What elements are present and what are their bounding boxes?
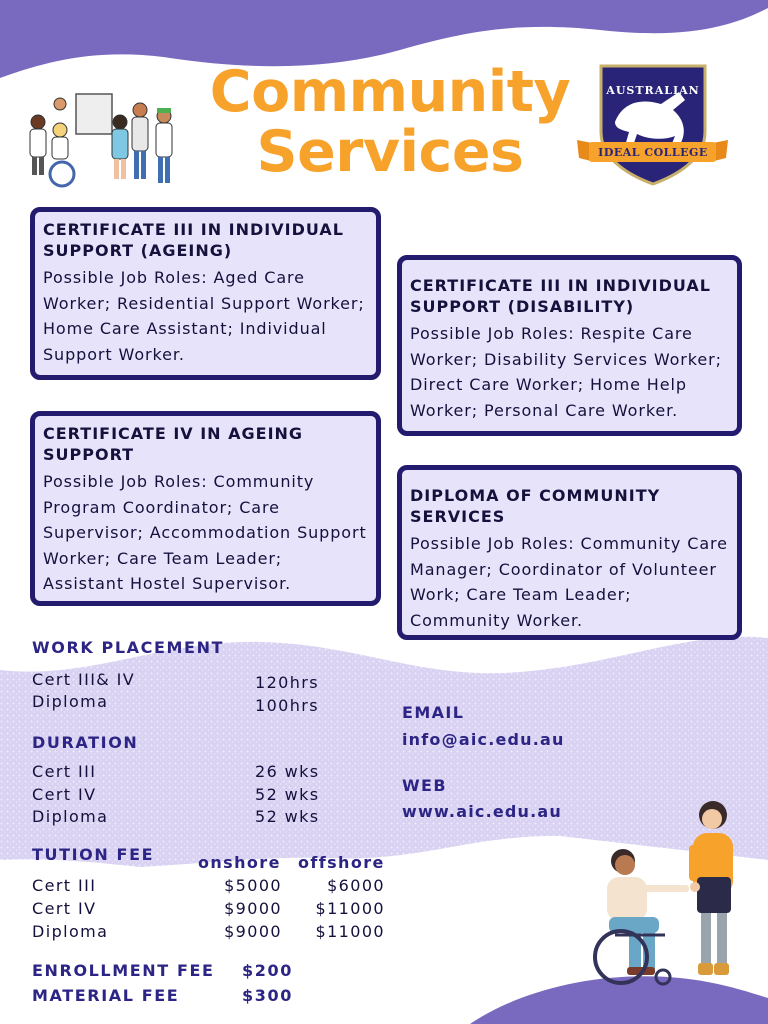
web-link[interactable]: www.aic.edu.au (402, 802, 563, 821)
work-placement-value: 100hrs (255, 696, 319, 715)
tuition-onshore-value: $9000 (224, 922, 282, 941)
tuition-offshore-value: $11000 (315, 922, 385, 941)
duration-heading: DURATION (32, 733, 139, 752)
tuition-label: Diploma (32, 922, 109, 941)
tuition-label: Cert IV (32, 899, 97, 918)
web-heading: WEB (402, 776, 447, 795)
page-title (200, 59, 580, 185)
course-card-cert3-disability (397, 255, 742, 436)
onshore-column-header: onshore (198, 853, 281, 872)
course-roles: Possible Job Roles: Community Care Manager; Coordinator of Volunteer Work; Care Team Leader; Community Worker. (410, 534, 728, 630)
wheelchair-user-and-helper-illustration (585, 795, 755, 1005)
duration-value: 52 wks (255, 785, 320, 804)
tuition-onshore-value: $5000 (224, 876, 282, 895)
college-logo (575, 62, 730, 187)
duration-value: 26 wks (255, 762, 320, 781)
offshore-column-header: offshore (298, 853, 385, 872)
tuition-offshore-value: $6000 (327, 876, 385, 895)
course-title: CERTIFICATE III IN INDIVIDUAL SUPPORT (AGEING) (43, 220, 344, 260)
course-title: CERTIFICATE IV IN AGEING SUPPORT (43, 424, 304, 464)
title-line-2: Services (256, 119, 524, 185)
work-placement-label: Diploma (32, 692, 109, 711)
work-placement-value: 120hrs (255, 673, 319, 692)
tuition-label: Cert III (32, 876, 97, 895)
logo-banner-text: IDEAL COLLEGE (598, 146, 708, 159)
course-card-cert3-ageing (30, 207, 381, 380)
course-title: DIPLOMA OF COMMUNITY SERVICES (410, 486, 661, 526)
course-roles: Possible Job Roles: Respite Care Worker; Disability Services Worker; Direct Care Worker; Home Help Worker; Personal Care Worker. (410, 324, 722, 420)
duration-label: Diploma (32, 807, 109, 826)
tuition-onshore-value: $9000 (224, 899, 282, 918)
course-title: CERTIFICATE III IN INDIVIDUAL SUPPORT (DISABILITY) (410, 276, 711, 316)
course-roles: Possible Job Roles: Community Program Coordinator; Care Supervisor; Accommodation Support Worker; Care Team Leader; Assistant Hostel Supervisor. (43, 472, 367, 593)
tuition-fee-heading: TUTION FEE (32, 845, 155, 864)
email-heading: EMAIL (402, 703, 465, 722)
students-group-illustration (24, 92, 184, 192)
course-card-diploma (397, 465, 742, 640)
duration-label: Cert IV (32, 785, 97, 804)
material-fee-label: MATERIAL FEE (32, 986, 180, 1005)
email-link[interactable]: info@aic.edu.au (402, 730, 565, 749)
work-placement-heading: WORK PLACEMENT (32, 638, 225, 657)
work-placement-label: Cert III& IV (32, 670, 136, 689)
course-card-cert4-ageing (30, 411, 381, 606)
course-roles: Possible Job Roles: Aged Care Worker; Residential Support Worker; Home Care Assistant; Individual Support Worker. (43, 268, 365, 364)
tuition-offshore-value: $11000 (315, 899, 385, 918)
title-line-1: Community (209, 59, 571, 125)
material-fee-value: $300 (242, 986, 293, 1005)
enrollment-fee-value: $200 (242, 961, 293, 980)
logo-top-text: AUSTRALIAN (606, 84, 700, 97)
duration-value: 52 wks (255, 807, 320, 826)
enrollment-fee-label: ENROLLMENT FEE (32, 961, 215, 980)
duration-label: Cert III (32, 762, 97, 781)
